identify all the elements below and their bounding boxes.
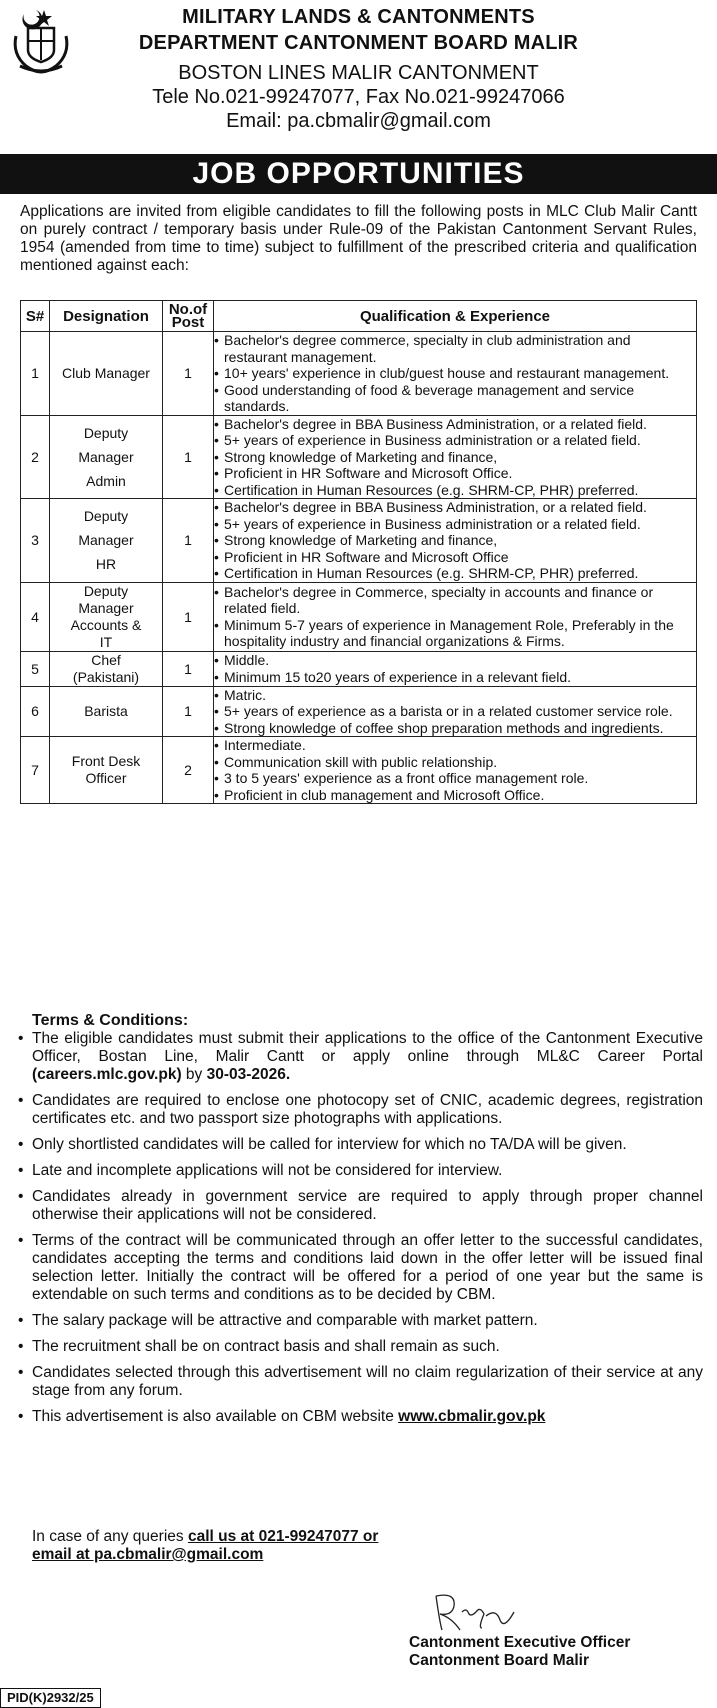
designation-line: Admin [86, 472, 126, 489]
designation-line: Barista [84, 703, 128, 720]
header-sn: S# [21, 301, 50, 332]
row-posts: 1 [163, 499, 214, 583]
row-sn: 7 [21, 737, 50, 804]
officer-board: Cantonment Board Malir [409, 1652, 589, 1669]
email: Email: pa.cbmalir@gmail.com [226, 110, 491, 132]
row-posts: 1 [163, 686, 214, 737]
header-posts-line2: Post [171, 314, 205, 331]
board-title: DEPARTMENT CANTONMENT BOARD MALIR [138, 32, 579, 54]
table-row [21, 686, 697, 737]
designation-line: Manager [78, 532, 134, 549]
designation-line: Club Manager [62, 365, 150, 382]
qualification-item: • 10+ years' experience in club/guest house and restaurant management. [214, 365, 696, 382]
call-us-link[interactable]: call us at 021-99247077 or [187, 1528, 379, 1545]
row-posts: 1 [163, 415, 214, 499]
terms-title: Terms & Conditions: [32, 1012, 189, 1029]
qualification-item: • Strong knowledge of Marketing and finance, [214, 532, 696, 549]
row-posts: 1 [163, 582, 214, 651]
designation-line: Front Desk [71, 753, 141, 769]
designation-line: Officer [85, 770, 127, 786]
designation-line: Deputy [83, 424, 129, 441]
term-item: • The salary package will be attractive and comparable with market pattern. [18, 1312, 538, 1329]
term-item: • Only shortlisted candidates will be called for interview for which no TA/DA will be given. [18, 1136, 627, 1153]
table-row [21, 582, 697, 651]
row-qualification [214, 332, 697, 416]
qualification-item: • Good understanding of food & beverage management and service standards. [214, 382, 696, 415]
row-sn: 3 [21, 499, 50, 583]
qualification-item: • Certification in Human Resources (e.g. SHRM-CP, PHR) preferred. [214, 565, 696, 582]
qualification-item: • Bachelor's degree commerce, specialty in club administration and restaurant management. [214, 332, 696, 365]
qualification-item: • Minimum 15 to20 years of experience in a relevant field. [214, 669, 696, 686]
table-row [21, 651, 697, 686]
row-sn: 6 [21, 686, 50, 737]
row-qualification [214, 737, 697, 804]
designation-line: Manager [78, 599, 134, 616]
header-posts-line1: No.of [168, 301, 208, 318]
qualification-item: • 5+ years of experience in Business administration or a related field. [214, 516, 696, 533]
designation-line: Deputy [83, 508, 129, 525]
queries-note: In case of any queries call us at 021-99247077 or email at pa.cbmalir@gmail.com [32, 1528, 379, 1563]
designation-line: HR [95, 556, 117, 573]
deadline: 30-03-2026. [206, 1066, 291, 1083]
officer-title: Cantonment Executive Officer [409, 1634, 631, 1651]
table-row [21, 332, 697, 416]
row-designation [50, 499, 163, 583]
qualification-item: • Proficient in club management and Microsoft Office. [214, 787, 696, 804]
designation-line: Accounts & [70, 616, 142, 633]
header-posts [163, 301, 214, 332]
term-item: • Candidates selected through this advertisement will no claim regularization of their service at any stage from any forum. [18, 1364, 703, 1399]
table-row [21, 415, 697, 499]
signatory [409, 1634, 630, 1670]
row-posts: 2 [163, 737, 214, 804]
pid-number: PID(K)2932/25 [0, 1688, 101, 1708]
job-opportunities-banner: JOB OPPORTUNITIES [0, 154, 717, 194]
table-header-row [21, 301, 697, 332]
qualification-item: • Matric. [214, 687, 696, 704]
row-qualification [214, 651, 697, 686]
row-designation [50, 737, 163, 804]
cbm-website-link[interactable]: www.cbmalir.gov.pk [398, 1408, 546, 1425]
terms-list [18, 1030, 703, 1434]
qualification-item: • Bachelor's degree in BBA Business Administration, or a related field. [214, 416, 696, 433]
designation-line: (Pakistani) [72, 668, 140, 685]
qualification-item: • 3 to 5 years' experience as a front office management role. [214, 770, 696, 787]
email-link[interactable]: email at pa.cbmalir@gmail.com [32, 1546, 264, 1563]
qualification-item: • Proficient in HR Software and Microsoft Office. [214, 465, 696, 482]
qualification-item: • Strong knowledge of coffee shop preparation methods and ingredients. [214, 720, 696, 737]
row-designation [50, 686, 163, 737]
row-designation [50, 332, 163, 416]
qualification-item: • Bachelor's degree in BBA Business Administration, or a related field. [214, 499, 696, 516]
table-row [21, 737, 697, 804]
phone-fax: Tele No.021-99247077, Fax No.021-99247066 [152, 86, 565, 108]
intro-paragraph: Applications are invited from eligible candidates to fill the following posts in MLC Club Malir Cantt on purely contract / temporary basis under Rule-09 of the Pakistan Cantonment Servant Rules, 1954 (amended from time to time) subject to fulfillment of the prescribed criteria and qualification mentioned against each: [20, 203, 697, 274]
row-qualification [214, 499, 697, 583]
term-item: • Candidates already in government service are required to apply through proper channel otherwise their applications will not be considered. [18, 1188, 703, 1223]
row-qualification [214, 415, 697, 499]
term-item: • This advertisement is also available on CBM website www.cbmalir.gov.pk [18, 1408, 546, 1425]
header-qualification: Qualification & Experience [214, 301, 697, 332]
row-qualification [214, 582, 697, 651]
header [0, 0, 717, 152]
designation-line: IT [99, 633, 113, 650]
row-sn: 2 [21, 415, 50, 499]
term-item: • Late and incomplete applications will not be considered for interview. [18, 1162, 503, 1179]
qualification-item: • 5+ years of experience in Business administration or a related field. [214, 432, 696, 449]
qualification-item: • Middle. [214, 652, 696, 669]
qualification-item: • Intermediate. [214, 737, 696, 754]
qualification-item: • Bachelor's degree in Commerce, specialty in accounts and finance or related field. [214, 584, 696, 617]
row-qualification [214, 686, 697, 737]
career-portal-link[interactable]: (careers.mlc.gov.pk) [32, 1066, 182, 1083]
row-posts: 1 [163, 332, 214, 416]
qualification-item: • 5+ years of experience as a barista or in a related customer service role. [214, 703, 696, 720]
row-sn: 4 [21, 582, 50, 651]
qualification-item: • Strong knowledge of Marketing and finance, [214, 449, 696, 466]
header-designation: Designation [50, 301, 163, 332]
posts-table [20, 300, 697, 804]
designation-line: Deputy [83, 582, 129, 599]
row-designation [50, 651, 163, 686]
row-designation [50, 415, 163, 499]
row-designation [50, 582, 163, 651]
term-item: • Candidates are required to enclose one photocopy set of CNIC, academic degrees, registration certificates etc. and two passport size photographs with applications. [18, 1092, 703, 1127]
qualification-item: • Minimum 5-7 years of experience in Management Role, Preferably in the hospitality industry and financial organizations & Firms. [214, 617, 696, 650]
qualification-item: • Proficient in HR Software and Microsoft Office [214, 549, 696, 566]
signature-icon [428, 1588, 518, 1633]
row-posts: 1 [163, 651, 214, 686]
term-item: • The eligible candidates must submit their applications to the office of the Cantonment Executive Officer, Bostan Line, Malir Cantt or apply online through ML&C Career Portal (careers.mlc.gov.pk) by 30-03-2026. [18, 1030, 703, 1083]
qualification-item: • Communication skill with public relationship. [214, 754, 696, 771]
row-sn: 1 [21, 332, 50, 416]
table-row [21, 499, 697, 583]
address: BOSTON LINES MALIR CANTONMENT [178, 62, 539, 84]
department-title: MILITARY LANDS & CANTONMENTS [182, 6, 535, 28]
designation-line: Manager [78, 448, 134, 465]
term-item: • The recruitment shall be on contract basis and shall remain as such. [18, 1338, 500, 1355]
qualification-item: • Certification in Human Resources (e.g. SHRM-CP, PHR) preferred. [214, 482, 696, 499]
designation-line: Chef [91, 651, 121, 668]
term-item: • Terms of the contract will be communicated through an offer letter to the successful candidates, candidates accepting the terms and conditions laid down in the offer letter will be issued final selection letter. Initially the contract will be offered for a period of one year but the same is extendable on such terms and conditions as to be decided by CBM. [18, 1232, 703, 1303]
row-sn: 5 [21, 651, 50, 686]
